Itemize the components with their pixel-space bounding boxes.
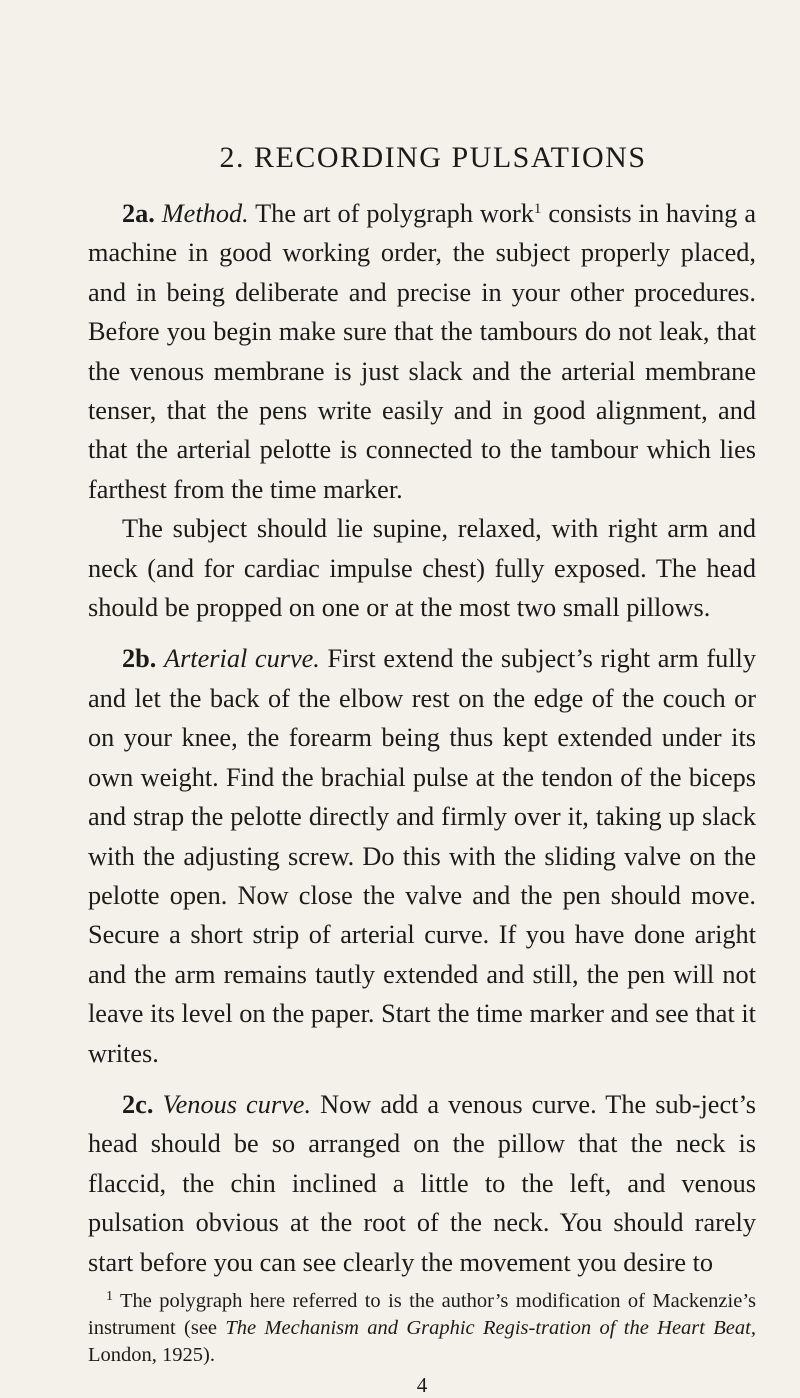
footnote-mark: 1 xyxy=(106,1288,113,1304)
footnote-text-1: The polygraph here referred to is the author’s modification of Mackenzie’s instrument (see xyxy=(88,1289,756,1339)
paragraph-2a-text-2: consists in having a machine in good working order, the subject properly placed, and in being deliberate and precise in your other procedures. Before you begin make sure that the tambours do not leak, that the venous membrane is just slack and the arterial membrane tenser, that the pens write easily and in good alignment, and that the arterial pelotte is connected to the tambour which lies farthest from the time marker. xyxy=(88,199,757,504)
footnote xyxy=(88,1288,756,1369)
book-page xyxy=(88,140,756,1398)
paragraph-2b-text: First extend the subject’s right arm fully and let the back of the elbow rest on the edge of the couch or on your knee, the forearm being thus kept extended under its own weight. Find the brachial pulse at the tendon of the biceps and strap the pelotte directly and firmly over it, taking up slack with the adjusting screw. Do this with the sliding valve on the pelotte open. Now close the valve and the pen should move. Secure a short strip of arterial curve. If you have done aright and the arm remains tautly extended and still, the pen will not leave its level on the paper. Start the time marker and see that it writes. xyxy=(88,644,756,1068)
paragraph-2c-text: Now add a venous curve. The sub-ject’s head should be so arranged on the pillow that the neck is flaccid, the chin inclined a little to the left, and venous pulsation obvious at the root of the neck. You should rarely start before you can see clearly the movement you desire to xyxy=(88,1089,756,1277)
paragraph-2a-text-1: The art of polygraph work xyxy=(248,199,534,228)
paragraph-2a-continued: The subject should lie supine, relaxed, with right arm and neck (and for cardiac impulse chest) fully exposed. The head should be propped on one or at the most two small pillows. xyxy=(88,514,756,623)
footnote-text-2: London, 1925). xyxy=(88,1343,215,1366)
page-number: 4 xyxy=(416,1372,428,1397)
section-title-2b: Arterial curve. xyxy=(164,644,320,674)
paragraph-2c xyxy=(88,1085,756,1282)
section-heading: 2. RECORDING PULSATIONS xyxy=(219,141,647,174)
footnote-book-title: The Mechanism and Graphic Regis-tration of the Heart Beat, xyxy=(225,1316,756,1339)
paragraph-2a xyxy=(88,194,756,509)
footnote-reference[interactable]: 1 xyxy=(533,201,542,217)
section-number-2b: 2b. xyxy=(122,644,157,674)
paragraph-2b xyxy=(88,639,756,1072)
section-number-2c: 2c. xyxy=(122,1089,154,1119)
section-title-2a: Method. xyxy=(161,199,249,228)
section-title-2c: Venous curve. xyxy=(162,1089,312,1119)
section-number-2a: 2a. xyxy=(122,199,155,228)
